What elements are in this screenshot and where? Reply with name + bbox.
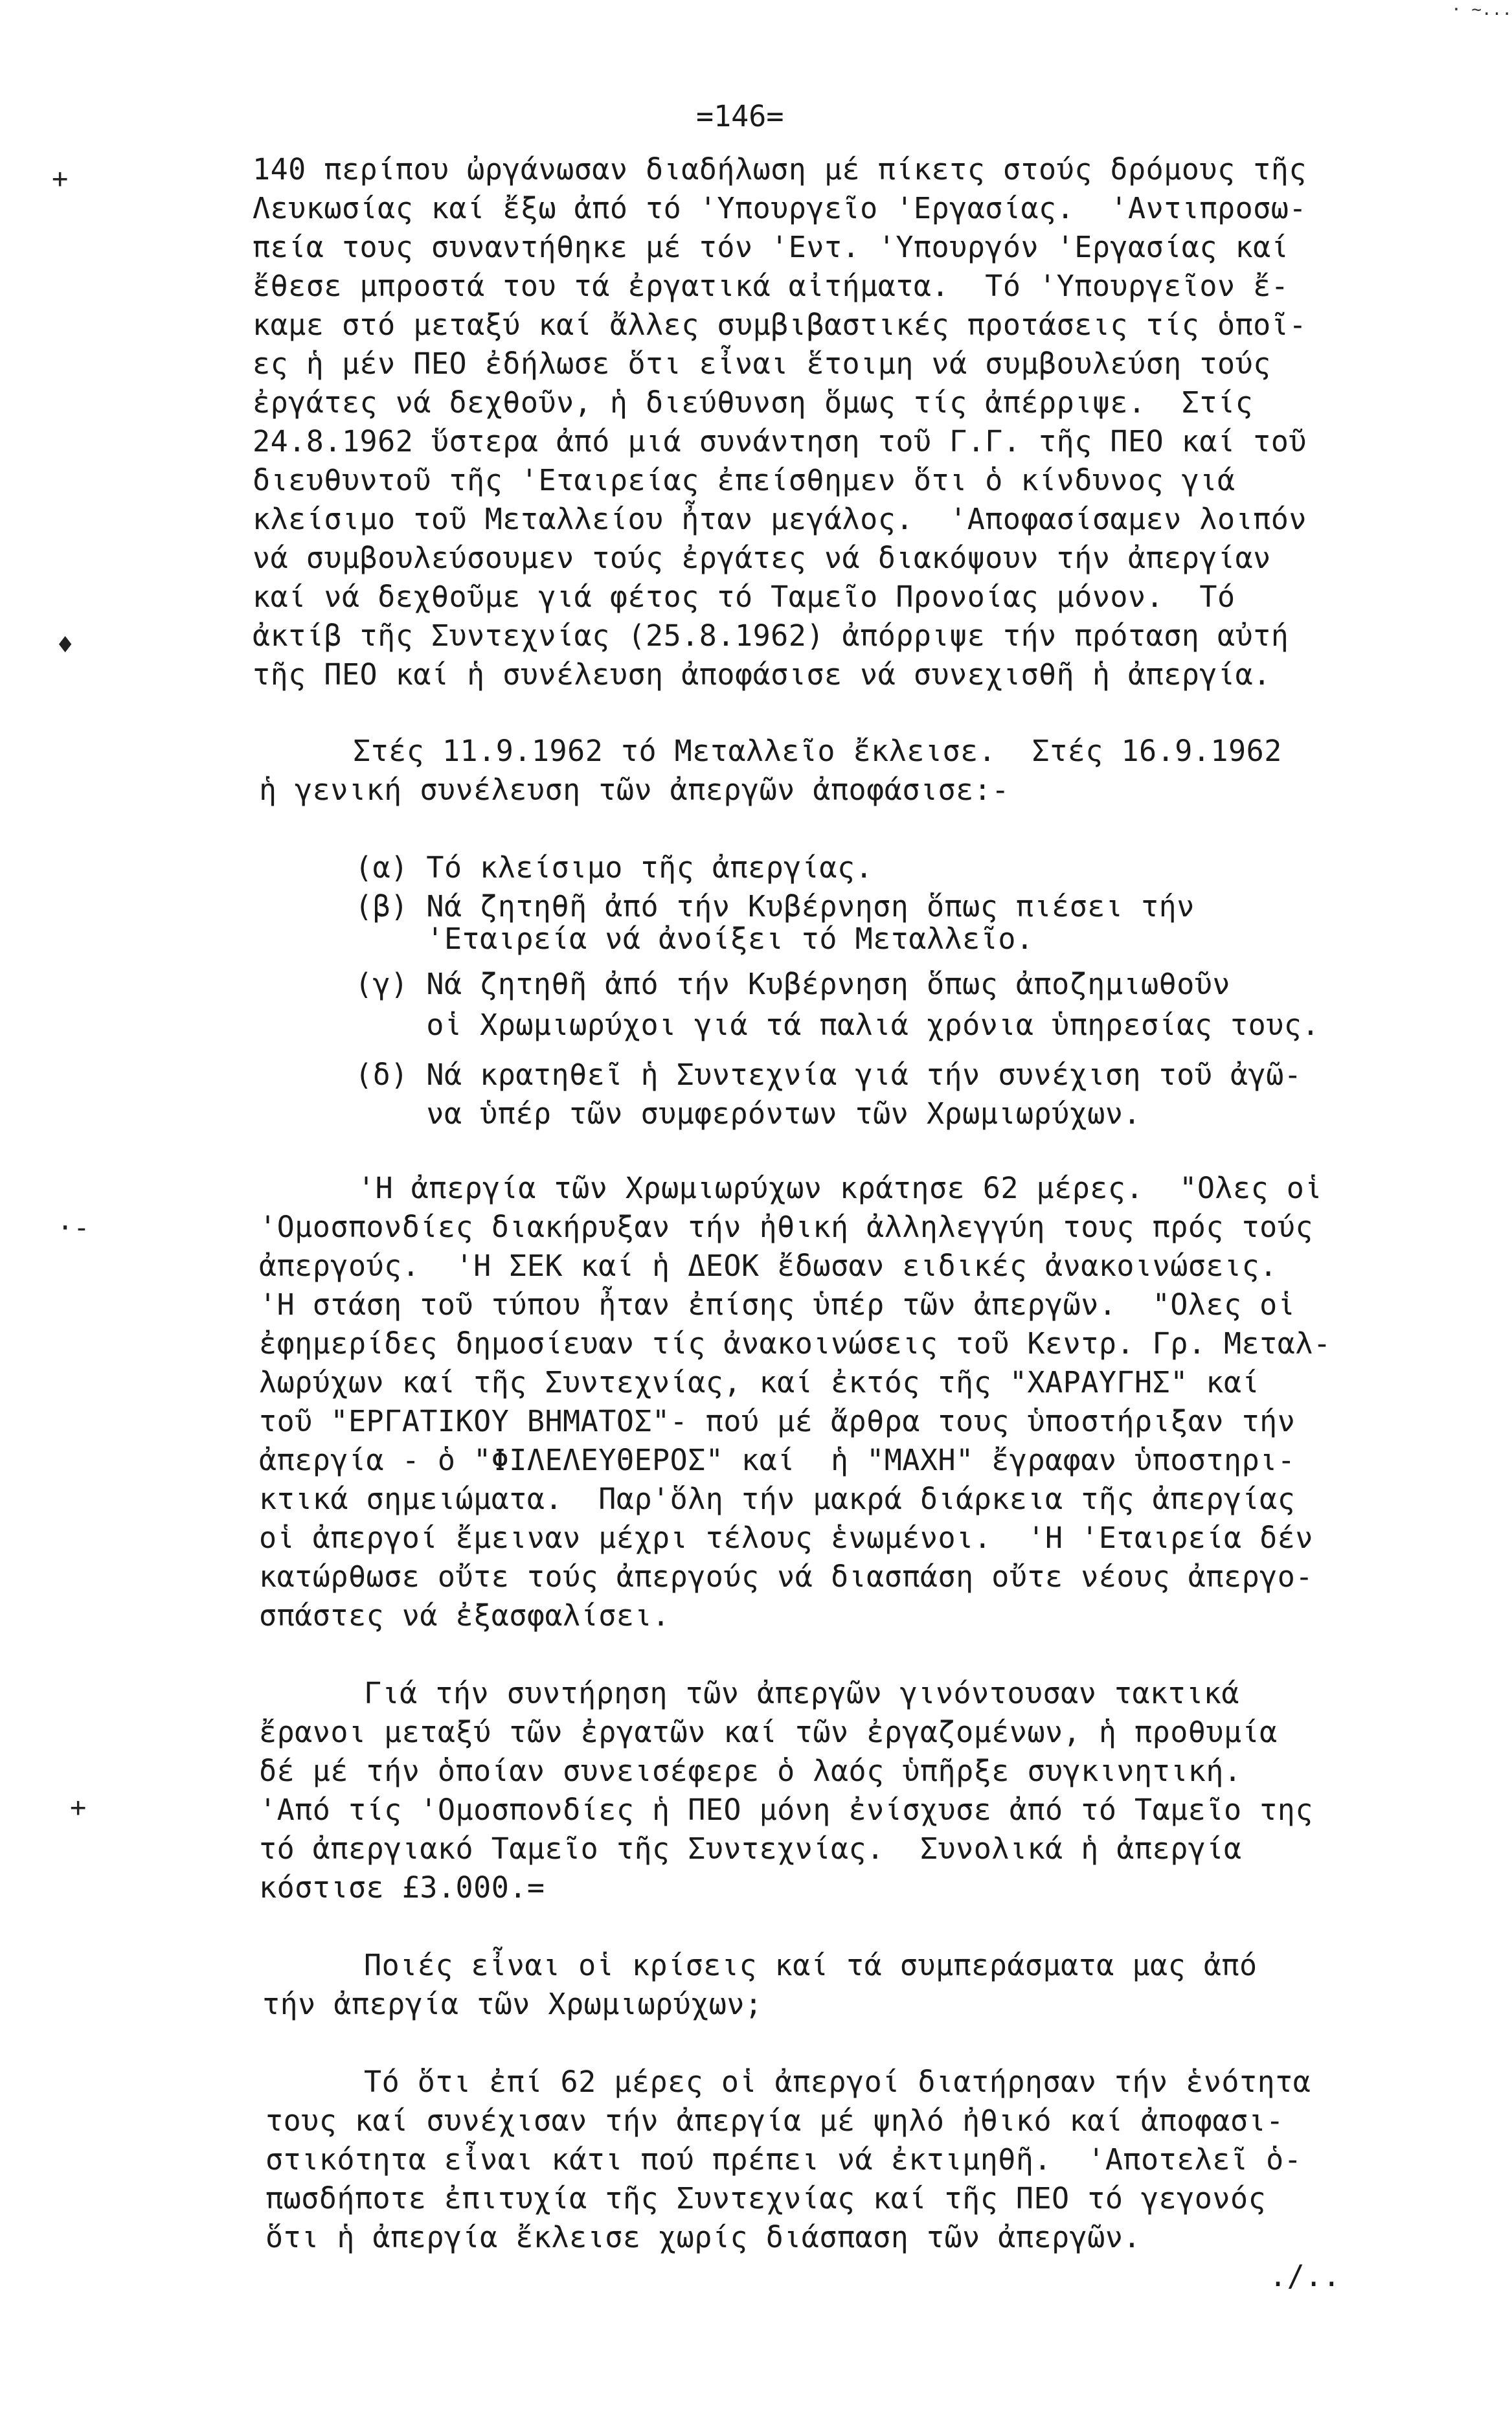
text-line: σπάστες νά ἐξασφαλίσει. — [259, 1598, 670, 1633]
text-line: κλείσιμο τοῦ Μεταλλείου ἦταν μεγάλος. 'Αποφασίσαμεν λοιπόν — [253, 502, 1307, 536]
list-item: (γ) Νά ζητηθῆ ἀπό τήν Κυβέρνηση ὅπως ἀποζημιωθοῦν — [355, 967, 1231, 1001]
text-line: ἀπεργούς. 'Η ΣΕΚ καί ἡ ΔΕΟΚ ἔδωσαν ειδικές ἀνακοινώσεις. — [259, 1249, 1278, 1283]
text-line: πεία τους συναντήθηκε μέ τόν 'Εντ. 'Υπουργόν 'Εργασίας καί — [253, 230, 1289, 264]
text-line: Ποιές εἶναι οἱ κρίσεις καί τά συμπεράσματα μας ἀπό — [364, 1948, 1258, 1982]
text-line: πωσδήποτε ἐπιτυχία τῆς Συντεχνίας καί τῆς ΠΕΟ τό γεγονός — [265, 2181, 1267, 2216]
text-line: ἔρανοι μεταξύ τῶν ἐργατῶν καί τῶν ἐργαζομένων, ἡ προθυμία — [259, 1715, 1278, 1749]
list-item: (β) Νά ζητηθῆ ἀπό τήν Κυβέρνηση ὅπως πιέσει τήν — [355, 889, 1195, 924]
text-line: καμε στό μεταξύ καί ἄλλες συμβιβαστικές προτάσεις τίς ὁποῖ- — [253, 308, 1307, 342]
text-line: ες ἡ μέν ΠΕΟ ἐδήλωσε ὅτι εἶναι ἕτοιμη νά συμβουλεύση τούς — [253, 346, 1271, 381]
list-item: 'Εταιρεία νά ἀνοίξει τό Μεταλλεῖο. — [355, 922, 1034, 956]
text-line: κατώρθωσε οὔτε τούς ἀπεργούς νά διασπάση οὔτε νέους ἀπεργο- — [259, 1559, 1313, 1594]
text-line: τους καί συνέχισαν τήν ἀπεργία μέ ψηλό ἠθικό καί ἀποφασι- — [265, 2103, 1284, 2138]
text-line: ἀκτίβ τῆς Συντεχνίας (25.8.1962) ἀπόρριψε τήν πρόταση αὐτή — [253, 618, 1289, 653]
text-line: τῆς ΠΕΟ καί ἡ συνέλευση ἀποφάσισε νά συνεχισθῆ ἡ ἀπεργία. — [253, 657, 1271, 692]
text-line: ἀπεργία - ὁ "ΦΙΛΕΛΕΥΘΕΡΟΣ" καί ἡ "ΜΑΧΗ" ἔγραφαν ὑποστηρι- — [259, 1443, 1296, 1477]
text-line: Τό ὅτι ἐπί 62 μέρες οἱ ἀπεργοί διατήρησαν τήν ἑνότητα — [364, 2065, 1311, 2099]
text-line: 'Από τίς 'Ομοσπονδίες ἡ ΠΕΟ μόνη ἐνίσχυσε ἀπό τό Ταμεῖο της — [259, 1793, 1313, 1827]
continuation-mark: ./.. — [1269, 2259, 1341, 2293]
text-line: ὅτι ἡ ἀπεργία ἔκλεισε χωρίς διάσπαση τῶν ἀπεργῶν. — [265, 2220, 1142, 2254]
text-line: διευθυντοῦ τῆς 'Εταιρείας ἐπείσθημεν ὅτι ὁ κίνδυνος γιά — [253, 463, 1236, 497]
page-number: =146= — [696, 99, 784, 133]
margin-mark: ♦ — [57, 629, 74, 661]
margin-mark: + — [70, 1791, 87, 1823]
corner-marks: · ~... — [1451, 0, 1512, 19]
text-line: νά συμβουλεύσουμεν τούς ἐργάτες νά διακόψουν τήν ἀπεργίαν — [253, 541, 1271, 575]
text-line: δέ μέ τήν ὁποίαν συνεισέφερε ὁ λαός ὑπῆρξε συγκινητική. — [259, 1754, 1242, 1788]
list-item: (δ) Νά κρατηθεῖ ἡ Συντεχνία γιά τήν συνέχιση τοῦ ἀγῶ- — [355, 1058, 1302, 1092]
text-line: κτικά σημειώματα. Παρ'ὅλη τήν μακρά διάρκεια τῆς ἀπεργίας — [259, 1482, 1296, 1516]
text-line: 'Η στάση τοῦ τύπου ἦταν ἐπίσης ὑπέρ τῶν ἀπεργῶν. "Ολες οἱ — [259, 1287, 1296, 1322]
text-line: ἔθεσε μπροστά του τά ἐργατικά αἰτήματα. Τό 'Υπουργεῖον ἔ- — [253, 269, 1289, 303]
text-line: τό ἀπεργιακό Ταμεῖο τῆς Συντεχνίας. Συνολικά ἡ ἀπεργία — [259, 1831, 1242, 1866]
text-line: οἱ ἀπεργοί ἔμειναν μέχρι τέλους ἑνωμένοι. 'Η 'Εταιρεία δέν — [259, 1521, 1313, 1555]
margin-mark: + — [52, 163, 69, 194]
text-line: καί νά δεχθοῦμε γιά φέτος τό Ταμεῖο Προνοίας μόνον. Τό — [253, 580, 1236, 614]
text-line: τήν ἀπεργία τῶν Χρωμιωρύχων; — [262, 1987, 763, 2021]
text-line: 24.8.1962 ὕστερα ἀπό μιά συνάντηση τοῦ Γ.Γ. τῆς ΠΕΟ καί τοῦ — [253, 424, 1307, 459]
text-line: Γιά τήν συντήρηση τῶν ἀπεργῶν γινόντουσαν τακτικά — [364, 1676, 1240, 1710]
text-line: ἡ γενική συνέλευση τῶν ἀπεργῶν ἀποφάσισε:- — [259, 773, 1010, 807]
margin-mark: ·‑ — [57, 1212, 90, 1243]
text-line: λωρύχων καί τῆς Συντεχνίας, καί ἐκτός τῆς "ΧΑΡΑΥΓΗΣ" καί — [259, 1365, 1260, 1400]
text-line: 'Η ἀπεργία τῶν Χρωμιωρύχων κράτησε 62 μέρες. "Ολες οἱ — [357, 1171, 1322, 1205]
text-line: ἐφημερίδες δημοσίευαν τίς ἀνακοινώσεις τοῦ Κεντρ. Γρ. Μεταλ- — [259, 1326, 1331, 1361]
text-line: ἐργάτες νά δεχθοῦν, ἡ διεύθυνση ὅμως τίς ἀπέρριψε. Στίς — [253, 385, 1254, 420]
text-line: 'Ομοσπονδίες διακήρυξαν τήν ἠθική ἀλληλεγγύη τους πρός τούς — [259, 1210, 1313, 1244]
text-line: Στές 11.9.1962 τό Μεταλλεῖο ἔκλεισε. Στές 16.9.1962 — [353, 734, 1282, 768]
text-line: στικότητα εἶναι κάτι πού πρέπει νά ἐκτιμηθῆ. 'Αποτελεῖ ὁ- — [265, 2142, 1302, 2177]
list-item: (α) Τό κλείσιμο τῆς ἀπεργίας. — [355, 850, 874, 885]
text-line: κόστισε £3.000.= — [259, 1870, 545, 1905]
list-item: να ὑπέρ τῶν συμφερόντων τῶν Χρωμιωρύχων. — [355, 1096, 1142, 1131]
text-line: τοῦ "ΕΡΓΑΤΙΚΟΥ ΒΗΜΑΤΟΣ"- πού μέ ἄρθρα τους ὑποστήριξαν τήν — [259, 1404, 1296, 1438]
list-item: οἱ Χρωμιωρύχοι γιά τά παλιά χρόνια ὑπηρεσίας τους. — [355, 1008, 1320, 1042]
text-line: Λευκωσίας καί ἔξω ἀπό τό 'Υπουργεῖο 'Εργασίας. 'Αντιπροσω- — [253, 191, 1307, 225]
text-line: 140 περίπου ὠργάνωσαν διαδήλωση μέ πίκετς στούς δρόμους τῆς — [253, 152, 1307, 187]
